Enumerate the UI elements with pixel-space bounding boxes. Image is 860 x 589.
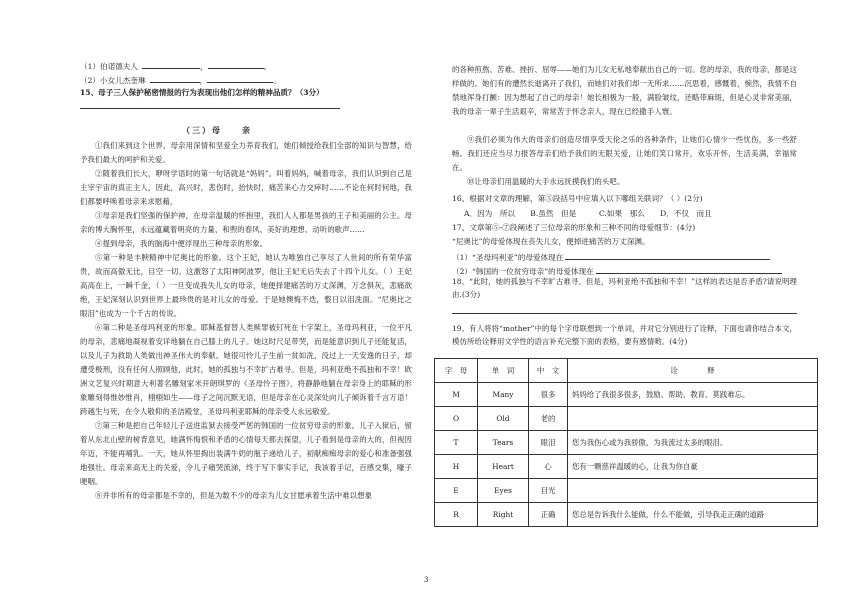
paragraph-10: ⑩让母亲们用温暖的大手永远抚摸我们的头吧。 [467,177,625,186]
section-title: （三）母 亲 [182,125,252,135]
table-cell: 很多 [529,383,568,407]
paragraph-7: ⑦第三种是把自己年轻儿子送进监狱去接受严惩的韩国的一位贫穷母亲的形象。儿子入狱后，留着从东北山壁的树背意见，她满怀悔恨和矛盾的心情每天都去探望，儿子看到是母亲的大的，但视因年迈，不能再哺乳。一天，她从怀里掏出装满牛奶的瓶子递给儿子，初献痴痴母亲的爱心和准备强强地强壮。母亲来高无上的关爱，令儿子痛哭流涕，终于写下事实手记，我该着手记，百感交集，嚎子哽咽。 [80,421,412,486]
answer-line[interactable] [80,108,340,109]
table-header: 字 母 [435,359,478,383]
table-row [435,383,818,407]
table-cell: Old [478,407,529,431]
paragraph-1: ①我们来到这个世界，母亲用深情和坚爱全力养育我们，她们倾授给我们全部的知识与智慧，给予我们最大的呵护和关爱。 [80,141,412,164]
question-18: 18、“此时，她的孤独与不幸旷古难寻。但是，玛利亚绝不孤独和不幸！”这样的表达是否矛盾?请说明理由.(3分) [452,277,797,299]
table-cell: 正确 [529,503,568,527]
paragraph-8-cont: 的各种煎熬、苦难、挫折、屈辱——她们为儿女无私地奉献出自己的一切。您的母亲，我的母亲，都是这样做的。她们有的遭然长逝离开了我们，而她们对我们却一无所求……沉思着，感慨着，惋然，我情不自禁地浑身打颤：因为想起了自己的母亲！她长相极为一般，满脸皱纹，还略带麻斑，但是心灵非常美丽，我的母亲一辈子生活艰辛，常常苦于怀念亲人，现在已经撒手人寰。 [452,65,797,116]
question-17-item-2: （2）“韩国的一位贫穷母亲”的母爱体现在 [452,265,782,277]
answer-blank[interactable] [207,74,273,83]
page-number: 3 [424,576,429,584]
table-cell: Many [478,383,529,407]
paragraph-5: ⑤第一种是丰腴精神中尼奥比的形象。这个王妃，她认为唯独自己享尽了人世间的所有荣华富贵，故而高傲无比，目空一切。这激怒了太阳神阿波罗，他让王妃无后失去了十四个儿女。（ ）王妃高高在上，一瞬千金，（ ）一旦变成我失儿女的母亲，她便择建痛苦的万丈深渊，万念俱灰，悲痛欲绝，王妃深刻认识到世界上最珍贵的是对儿女的母爱。于是她懊悔不迭，整日以泪洗面。“尼奥比之眼泪”也成为一个千古的传说。 [80,253,412,318]
q14-item-2: （2）小女儿杰奎琳 ， 。 [80,76,281,85]
paragraph-4: ④提到母亲，我的脑海中便浮现出三种母亲的形象。 [95,239,268,248]
question-16-options: A．因为 所以 B.虽然 但是 C.如果 那么 D．不仅 而且 [464,209,712,218]
table-header: 诠 释 [568,359,818,383]
table-cell: 目光 [529,479,568,503]
question-17: 17、文章第⑤-⑦段阐述了三位母亲的形象和三种不同的母爱细节：(4分) [452,223,696,232]
answer-blank[interactable] [142,60,200,69]
paragraph-3: ③母亲是我们坚强的保护神，在母亲温暖的怀抱里，我们人人都是男孩的王子和美丽的公主。母亲的博大胸怀里，永远蕴藏着明亮的力量、和煦的春风、美好的理想、动听的歌声…… [80,211,412,234]
table-cell: E [435,479,478,503]
table-row [435,503,818,527]
table-row [435,479,818,503]
paragraph-6: ⑥第二种是圣母玛利亚的形象。耶稣基督替人类赎罪被钉死在十字架上，圣母玛利亚，一位平凡的母亲，悲痛地凝视着安详地躺在自己膝上的儿子。她这时尺足带哭，而是能意识到儿子还能复活，以及儿子为救助人类做出神圣伟大的奉献。她很可怜儿子生前一贫如洗，没过上一天安逸的日子，却遭受极刑，没有任何人照顾他，此时，她的孤独与不幸扩古难寻。但是，玛利亚绝不孤独和不幸！欧洲文艺复兴时期意大利著名雕刻家米开朗琪罗的《圣母怜子图》，将静静地躺在母亲身上的耶稣的形象雕刻得惟妙惟肖，栩栩如生——母子之间沉默无语，但是母亲在心灵深处向儿子倾诉着千言万语！跨越生与死，在令人敬仰的圣洁殿堂，圣母玛利亚耶稣的母亲受人永远敬爱。 [80,323,412,416]
q14-item-1: （1）伯诺德夫人 ， 。 [80,62,272,71]
table-cell: 您有一颗慈祥温暖的心，让我为你自豪 [568,455,818,479]
table-row [435,431,818,455]
table-cell: T [435,431,478,455]
question-17-item-1: （1）“圣母玛利亚”的母爱体现在 [452,251,770,263]
table-cell: M [435,383,478,407]
table-answer-cell[interactable] [568,479,818,503]
table-cell: 您总是告诉我什么能做，什么不能做，引导我走正确的道路 [568,503,818,527]
answer-line[interactable] [452,313,797,314]
table-row [435,407,818,431]
paragraph-9: ⑨我们必须为伟大的母亲们创造尽情享受天伦之乐的各种条件，让她们心情少一些忧伤，多一些舒畅。我们还应当尽力报答母亲们给予我们的无限关爱，让她们笑口常开，欢乐开怀，生活美满，幸福常在。 [452,135,797,172]
table-cell: Tears [478,431,529,455]
question-17-intro: “尼奥比”的母爱体现在丧失儿女，便掉进痛苦的万丈深渊。 [452,237,650,246]
table-cell: Eyes [478,479,529,503]
answer-blank[interactable] [565,251,770,260]
answer-blank[interactable] [596,265,782,274]
table-row [435,455,818,479]
table-cell: Right [478,503,529,527]
table-cell: 眼泪 [529,431,568,455]
table-cell: H [435,455,478,479]
table-cell: 心 [529,455,568,479]
table-cell: 老的 [529,407,568,431]
table-cell: 妈妈给了我很多很多，鼓励、帮助、教育、莫践难忘。 [568,383,818,407]
table-cell: Heart [478,455,529,479]
answer-blank[interactable] [150,74,200,83]
question-15: 15、母子三人保护秘密情报的行为表现出他们怎样的精神品质？（3分） [80,88,324,97]
table-header: 中 文 [529,359,568,383]
table-cell: R [435,503,478,527]
question-16: 16、根据对文章的理解，第⑤段括号中应填入以下哪组关联词？（ ）(2分) [452,194,703,203]
answer-blank[interactable] [208,60,264,69]
mother-table [434,358,818,527]
table-header: 单 词 [478,359,529,383]
table-header-row [435,359,818,383]
question-19: 19、有人将将“mother”中的每个字母联想到一个单词，并对它分别进行了诠释，下面也请你结合本文，模仿所给诠释用文学性的语言补充完整下面的表格，要有感情哟。(4分) [452,324,797,346]
paragraph-2: ②随着我们长大，咿呀学语时的第一句话就是“妈妈”。叫着妈妈，喊着母亲，我们认识到自己是主宰宇宙的真正主人，因此，高兴时，悲伤时，抬快时，痛苦来心力交瘁时……不论在何时何地，我们都要呼唤着母亲来求慰藉。 [80,169,412,206]
table-cell: O [435,407,478,431]
paragraph-8: ⑧并非所有的母亲都是不幸的，但是为数不少的母亲为儿女甘愿承着生活中难以想象 [95,491,373,500]
table-cell: 您为我伤心或为我骄傲，为我流过太多的眼泪。 [568,431,818,455]
table-answer-cell[interactable] [568,407,818,431]
